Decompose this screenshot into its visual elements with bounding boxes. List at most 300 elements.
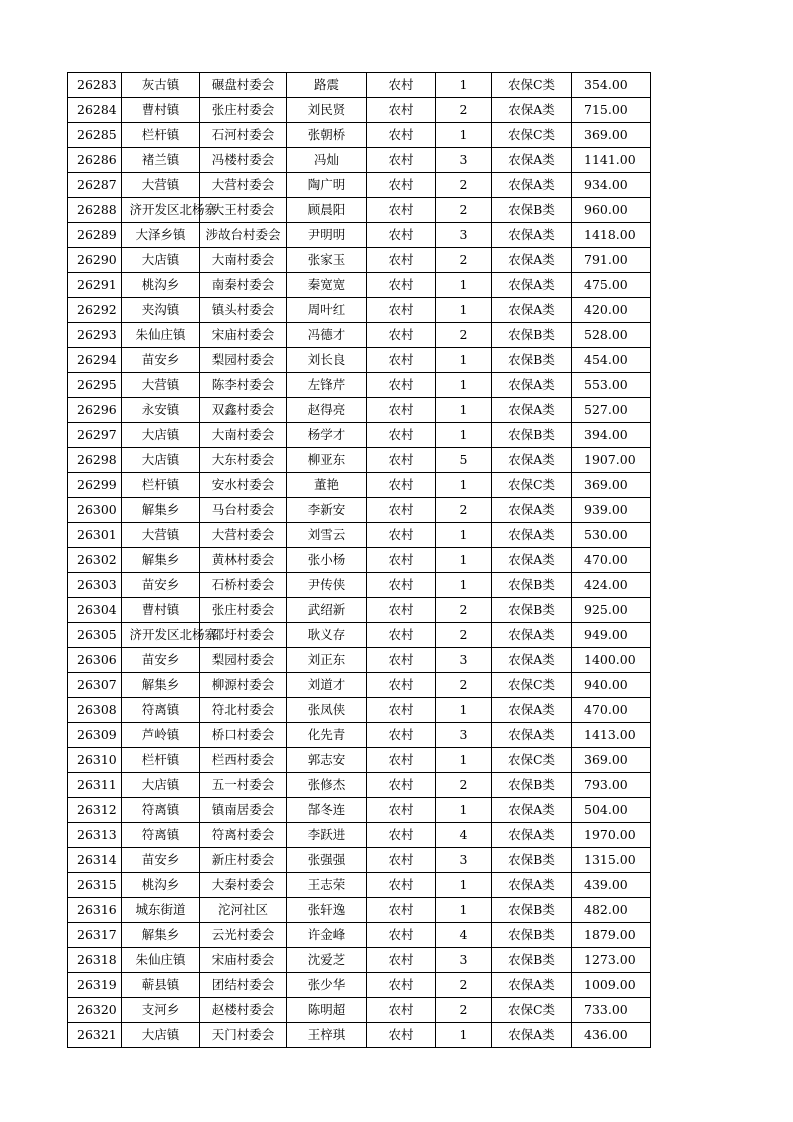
member-count-cell: 1 [436,473,492,498]
member-count-cell: 1 [436,73,492,98]
town-cell: 大店镇 [122,1023,200,1048]
member-count-cell: 1 [436,348,492,373]
table-row [68,823,651,848]
table-row [68,548,651,573]
person-name-cell: 刘雪云 [287,523,367,548]
insurance-category-cell: 农保A类 [492,648,572,673]
village-committee-cell: 涉故台村委会 [200,223,287,248]
town-cell: 蕲县镇 [122,973,200,998]
insurance-category-cell: 农保A类 [492,273,572,298]
record-number-cell: 26290 [68,248,122,273]
amount-cell: 470.00 [572,698,651,723]
household-type-cell: 农村 [367,73,436,98]
person-name-cell: 张轩逸 [287,898,367,923]
amount-cell: 960.00 [572,198,651,223]
amount-cell: 793.00 [572,773,651,798]
insurance-category-cell: 农保B类 [492,198,572,223]
town-cell [122,198,217,223]
member-count-cell: 2 [436,998,492,1023]
person-name-cell: 张修杰 [287,773,367,798]
insurance-category-cell: 农保A类 [492,298,572,323]
table-row [68,998,651,1023]
village-committee-cell: 符北村委会 [200,698,287,723]
person-name-cell: 左锋芹 [287,373,367,398]
person-name-cell: 路震 [287,73,367,98]
table-row [68,298,651,323]
village-committee-cell: 陈李村委会 [200,373,287,398]
table-row [68,398,651,423]
amount-cell: 369.00 [572,473,651,498]
household-type-cell: 农村 [367,348,436,373]
record-number-cell: 26293 [68,323,122,348]
table-row [68,473,651,498]
household-type-cell: 农村 [367,423,436,448]
member-count-cell: 4 [436,823,492,848]
village-committee-cell: 云光村委会 [200,923,287,948]
table-row [68,173,651,198]
person-name-cell: 柳亚东 [287,448,367,473]
record-number-cell: 26285 [68,123,122,148]
insurance-category-cell: 农保C类 [492,673,572,698]
person-name-cell: 尹明明 [287,223,367,248]
table-row [68,248,651,273]
insurance-category-cell: 农保A类 [492,173,572,198]
household-type-cell: 农村 [367,223,436,248]
insurance-category-cell: 农保B类 [492,598,572,623]
village-committee-cell: 梨园村委会 [200,348,287,373]
town-cell: 大店镇 [122,248,200,273]
household-type-cell: 农村 [367,273,436,298]
town-cell: 灰古镇 [122,73,200,98]
member-count-cell: 1 [436,298,492,323]
village-committee-cell: 栏西村委会 [200,748,287,773]
amount-cell: 1907.00 [572,448,651,473]
town-cell: 解集乡 [122,498,200,523]
village-committee-cell: 柳源村委会 [200,673,287,698]
record-number-cell: 26297 [68,423,122,448]
insurance-category-cell: 农保A类 [492,98,572,123]
table-row [68,623,651,648]
record-number-cell: 26321 [68,1023,122,1048]
town-cell: 褚兰镇 [122,148,200,173]
insurance-category-cell: 农保B类 [492,323,572,348]
village-committee-cell: 石河村委会 [200,123,287,148]
person-name-cell: 张朝桥 [287,123,367,148]
person-name-cell: 赵得亮 [287,398,367,423]
record-number-cell: 26287 [68,173,122,198]
village-committee-cell: 五一村委会 [200,773,287,798]
person-name-cell: 尹传侠 [287,573,367,598]
amount-cell: 791.00 [572,248,651,273]
town-cell: 朱仙庄镇 [122,948,200,973]
record-number-cell: 26302 [68,548,122,573]
amount-cell: 439.00 [572,873,651,898]
household-type-cell: 农村 [367,723,436,748]
record-number-cell: 26289 [68,223,122,248]
record-number-cell: 26296 [68,398,122,423]
insurance-category-cell: 农保B类 [492,848,572,873]
person-name-cell: 周叶红 [287,298,367,323]
town-cell: 苗安乡 [122,648,200,673]
amount-cell: 1315.00 [572,848,651,873]
person-name-cell: 郜冬连 [287,798,367,823]
town-cell: 解集乡 [122,548,200,573]
village-committee-cell: 碾盘村委会 [200,73,287,98]
member-count-cell: 1 [436,898,492,923]
town-label: 济开发区北杨寨 [129,627,217,642]
member-count-cell: 3 [436,723,492,748]
table-row [68,898,651,923]
household-type-cell: 农村 [367,698,436,723]
insurance-category-cell: 农保B类 [492,898,572,923]
table-row [68,848,651,873]
village-committee-cell: 黄林村委会 [200,548,287,573]
record-number-cell: 26314 [68,848,122,873]
record-number-cell: 26301 [68,523,122,548]
person-name-cell: 李新安 [287,498,367,523]
insurance-category-cell: 农保C类 [492,473,572,498]
person-name-cell: 陈明超 [287,998,367,1023]
record-number-cell: 26317 [68,923,122,948]
record-number-cell: 26286 [68,148,122,173]
household-type-cell: 农村 [367,548,436,573]
table-row [68,523,651,548]
table-row [68,673,651,698]
record-number-cell: 26315 [68,873,122,898]
household-type-cell: 农村 [367,373,436,398]
village-committee-cell: 大南村委会 [200,423,287,448]
village-committee-cell: 梨园村委会 [200,648,287,673]
amount-cell: 1141.00 [572,148,651,173]
amount-cell: 949.00 [572,623,651,648]
amount-cell: 1273.00 [572,948,651,973]
household-type-cell: 农村 [367,323,436,348]
table-row [68,273,651,298]
town-cell: 苗安乡 [122,573,200,598]
person-name-cell: 化先青 [287,723,367,748]
member-count-cell: 2 [436,173,492,198]
amount-cell: 939.00 [572,498,651,523]
table-row [68,973,651,998]
household-type-cell: 农村 [367,973,436,998]
household-type-cell: 农村 [367,623,436,648]
household-type-cell: 农村 [367,573,436,598]
member-count-cell: 2 [436,673,492,698]
village-committee-cell: 张庄村委会 [200,598,287,623]
person-name-cell: 耿义存 [287,623,367,648]
town-cell: 桃沟乡 [122,873,200,898]
table-row [68,423,651,448]
amount-cell: 470.00 [572,548,651,573]
household-type-cell: 农村 [367,173,436,198]
village-committee-cell: 镇头村委会 [200,298,287,323]
table-row [68,723,651,748]
village-committee-cell: 大秦村委会 [200,873,287,898]
village-committee-cell: 石桥村委会 [200,573,287,598]
amount-cell: 940.00 [572,673,651,698]
insurance-category-cell: 农保B类 [492,923,572,948]
member-count-cell: 3 [436,948,492,973]
insurance-category-cell: 农保A类 [492,723,572,748]
record-number-cell: 26306 [68,648,122,673]
record-number-cell: 26295 [68,373,122,398]
town-cell: 支河乡 [122,998,200,1023]
insurance-category-cell: 农保C类 [492,73,572,98]
household-type-cell: 农村 [367,523,436,548]
insurance-category-cell: 农保A类 [492,398,572,423]
relief-roster-table [67,72,651,1048]
town-cell: 芦岭镇 [122,723,200,748]
household-type-cell: 农村 [367,98,436,123]
household-type-cell: 农村 [367,598,436,623]
person-name-cell: 王梓琪 [287,1023,367,1048]
insurance-category-cell: 农保A类 [492,523,572,548]
person-name-cell: 刘正东 [287,648,367,673]
person-name-cell: 刘道才 [287,673,367,698]
village-committee-cell: 大营村委会 [200,173,287,198]
household-type-cell: 农村 [367,898,436,923]
member-count-cell: 2 [436,973,492,998]
village-committee-cell: 赵楼村委会 [200,998,287,1023]
person-name-cell: 张强强 [287,848,367,873]
insurance-category-cell: 农保A类 [492,623,572,648]
member-count-cell: 1 [436,873,492,898]
person-name-cell: 陶广明 [287,173,367,198]
household-type-cell: 农村 [367,748,436,773]
household-type-cell: 农村 [367,798,436,823]
person-name-cell: 武绍新 [287,598,367,623]
insurance-category-cell: 农保A类 [492,1023,572,1048]
table-row [68,1023,651,1048]
record-number-cell: 26308 [68,698,122,723]
village-committee-cell: 安水村委会 [200,473,287,498]
amount-cell: 1970.00 [572,823,651,848]
member-count-cell: 1 [436,398,492,423]
amount-cell: 925.00 [572,598,651,623]
record-number-cell: 26284 [68,98,122,123]
amount-cell: 1413.00 [572,723,651,748]
member-count-cell: 3 [436,648,492,673]
village-committee-cell: 沱河社区 [200,898,287,923]
table-row [68,598,651,623]
village-committee-cell: 双鑫村委会 [200,398,287,423]
member-count-cell: 1 [436,523,492,548]
household-type-cell: 农村 [367,873,436,898]
village-committee-cell: 镇南居委会 [200,798,287,823]
village-committee-cell: 大东村委会 [200,448,287,473]
table-row [68,323,651,348]
town-cell: 苗安乡 [122,848,200,873]
table-row [68,73,651,98]
insurance-category-cell: 农保B类 [492,573,572,598]
record-number-cell: 26311 [68,773,122,798]
insurance-category-cell: 农保B类 [492,423,572,448]
table-body [68,73,651,1048]
record-number-cell: 26294 [68,348,122,373]
member-count-cell: 3 [436,148,492,173]
member-count-cell: 1 [436,573,492,598]
record-number-cell: 26292 [68,298,122,323]
table-row [68,98,651,123]
person-name-cell: 张凤侠 [287,698,367,723]
household-type-cell: 农村 [367,398,436,423]
member-count-cell: 4 [436,923,492,948]
town-cell: 曹村镇 [122,598,200,623]
member-count-cell: 1 [436,373,492,398]
table-row [68,873,651,898]
insurance-category-cell: 农保C类 [492,998,572,1023]
insurance-category-cell: 农保C类 [492,748,572,773]
member-count-cell: 3 [436,848,492,873]
insurance-category-cell: 农保A类 [492,223,572,248]
record-number-cell: 26309 [68,723,122,748]
person-name-cell: 张小杨 [287,548,367,573]
member-count-cell: 3 [436,223,492,248]
amount-cell: 420.00 [572,298,651,323]
record-number-cell: 26291 [68,273,122,298]
town-cell: 解集乡 [122,923,200,948]
insurance-category-cell: 农保A类 [492,798,572,823]
table-row [68,948,651,973]
amount-cell: 354.00 [572,73,651,98]
member-count-cell: 2 [436,248,492,273]
record-number-cell: 26298 [68,448,122,473]
table-row [68,148,651,173]
insurance-category-cell: 农保A类 [492,698,572,723]
record-number-cell: 26310 [68,748,122,773]
household-type-cell: 农村 [367,673,436,698]
town-cell: 符离镇 [122,798,200,823]
person-name-cell: 冯灿 [287,148,367,173]
household-type-cell: 农村 [367,848,436,873]
town-cell: 大店镇 [122,448,200,473]
member-count-cell: 1 [436,698,492,723]
town-cell: 解集乡 [122,673,200,698]
record-number-cell: 26300 [68,498,122,523]
village-committee-cell: 大营村委会 [200,523,287,548]
table-row [68,698,651,723]
record-number-cell: 26303 [68,573,122,598]
village-committee-cell: 桥口村委会 [200,723,287,748]
insurance-category-cell: 农保A类 [492,448,572,473]
village-committee-cell: 马台村委会 [200,498,287,523]
amount-cell: 369.00 [572,748,651,773]
town-cell: 大营镇 [122,173,200,198]
amount-cell: 934.00 [572,173,651,198]
household-type-cell: 农村 [367,923,436,948]
household-type-cell: 农村 [367,198,436,223]
village-committee-cell: 大南村委会 [200,248,287,273]
amount-cell: 528.00 [572,323,651,348]
insurance-category-cell: 农保A类 [492,548,572,573]
person-name-cell: 刘民贤 [287,98,367,123]
village-committee-cell: 南秦村委会 [200,273,287,298]
table-row [68,123,651,148]
table-row [68,573,651,598]
person-name-cell: 张少华 [287,973,367,998]
amount-cell: 369.00 [572,123,651,148]
town-cell [122,623,217,648]
table-row [68,348,651,373]
town-cell: 苗安乡 [122,348,200,373]
record-number-cell: 26313 [68,823,122,848]
member-count-cell: 2 [436,198,492,223]
amount-cell: 1418.00 [572,223,651,248]
town-cell: 大营镇 [122,523,200,548]
record-number-cell: 26288 [68,198,122,223]
amount-cell: 715.00 [572,98,651,123]
person-name-cell: 冯德才 [287,323,367,348]
table-row [68,748,651,773]
record-number-cell: 26316 [68,898,122,923]
town-cell: 符离镇 [122,698,200,723]
town-label: 济开发区北杨寨 [129,202,217,217]
insurance-category-cell: 农保B类 [492,773,572,798]
table-row [68,498,651,523]
record-number-cell: 26299 [68,473,122,498]
household-type-cell: 农村 [367,448,436,473]
insurance-category-cell: 农保A类 [492,823,572,848]
insurance-category-cell: 农保C类 [492,123,572,148]
amount-cell: 482.00 [572,898,651,923]
town-cell: 大营镇 [122,373,200,398]
household-type-cell: 农村 [367,498,436,523]
table-row [68,373,651,398]
household-type-cell: 农村 [367,248,436,273]
table-row [68,448,651,473]
household-type-cell: 农村 [367,123,436,148]
insurance-category-cell: 农保A类 [492,148,572,173]
insurance-category-cell: 农保A类 [492,973,572,998]
person-name-cell: 张家玉 [287,248,367,273]
town-cell: 大店镇 [122,773,200,798]
record-number-cell: 26312 [68,798,122,823]
member-count-cell: 1 [436,123,492,148]
member-count-cell: 2 [436,323,492,348]
member-count-cell: 5 [436,448,492,473]
town-cell: 大店镇 [122,423,200,448]
person-name-cell: 郭志安 [287,748,367,773]
insurance-category-cell: 农保A类 [492,373,572,398]
table-row [68,198,651,223]
village-committee-cell: 团结村委会 [200,973,287,998]
table-row [68,798,651,823]
insurance-category-cell: 农保A类 [492,498,572,523]
member-count-cell: 2 [436,598,492,623]
member-count-cell: 1 [436,423,492,448]
record-number-cell: 26319 [68,973,122,998]
table-row [68,648,651,673]
household-type-cell: 农村 [367,148,436,173]
household-type-cell: 农村 [367,823,436,848]
household-type-cell: 农村 [367,998,436,1023]
household-type-cell: 农村 [367,648,436,673]
village-committee-cell: 张庄村委会 [200,98,287,123]
town-cell: 栏杆镇 [122,748,200,773]
amount-cell: 1879.00 [572,923,651,948]
person-name-cell: 王志荣 [287,873,367,898]
amount-cell: 424.00 [572,573,651,598]
town-cell: 符离镇 [122,823,200,848]
insurance-category-cell: 农保A类 [492,248,572,273]
record-number-cell: 26307 [68,673,122,698]
amount-cell: 553.00 [572,373,651,398]
household-type-cell: 农村 [367,948,436,973]
town-cell: 朱仙庄镇 [122,323,200,348]
member-count-cell: 2 [436,623,492,648]
town-cell: 大泽乡镇 [122,223,200,248]
person-name-cell: 秦宽宽 [287,273,367,298]
